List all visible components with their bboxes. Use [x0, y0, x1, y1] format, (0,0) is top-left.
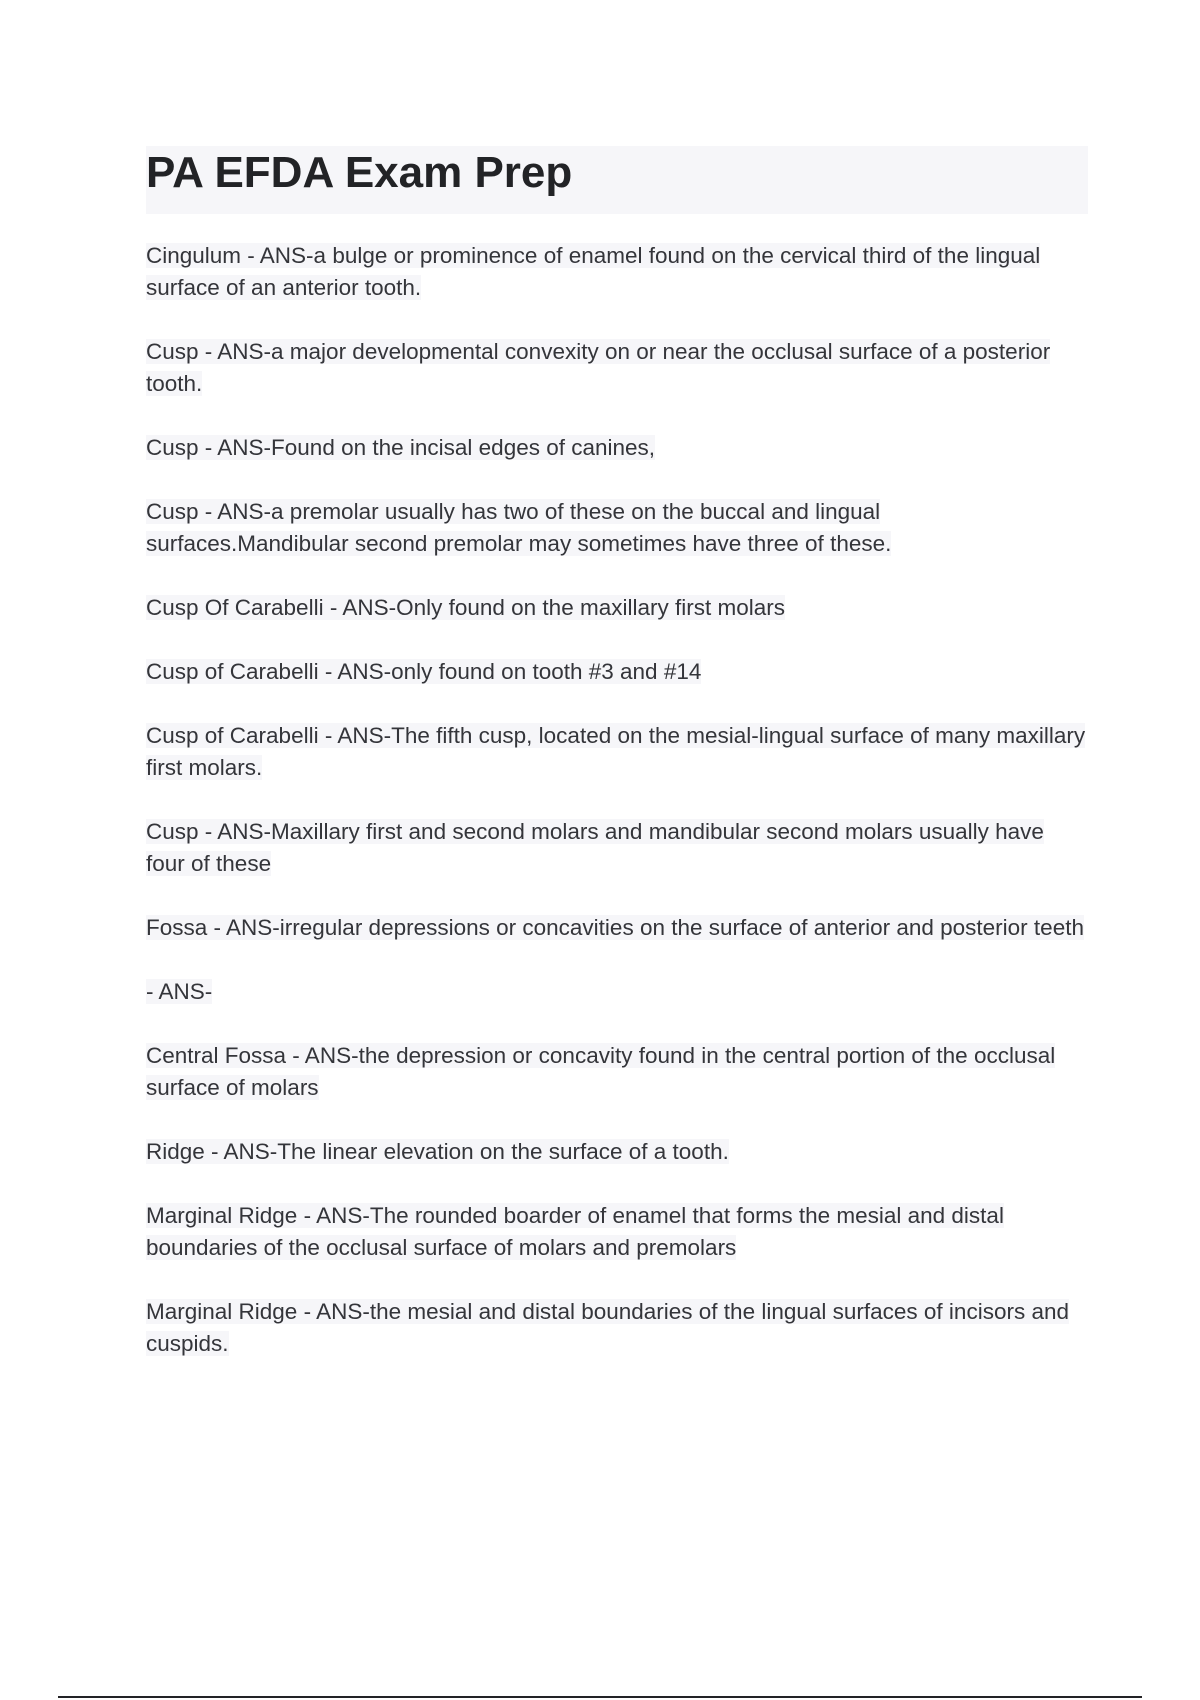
flashcard-entry: [146, 656, 1086, 688]
flashcard-text: Cusp - ANS-a premolar usually has two of these on the buccal and lingual surfaces.Mandibular second premolar may sometimes have three of these.: [146, 499, 892, 556]
page-title: PA EFDA Exam Prep: [146, 148, 573, 197]
flashcard-entry: [146, 912, 1086, 944]
flashcard-text: Cusp - ANS-Found on the incisal edges of canines,: [146, 435, 656, 460]
flashcard-entry: [146, 976, 1086, 1008]
flashcard-entry: [146, 592, 1086, 624]
flashcard-text: Marginal Ridge - ANS-the mesial and distal boundaries of the lingual surfaces of incisors and cuspids.: [146, 1299, 1069, 1356]
flashcard-text: Fossa - ANS-irregular depressions or concavities on the surface of anterior and posterior teeth: [146, 915, 1084, 940]
flashcard-entry: [146, 1136, 1086, 1168]
flashcard-text: Cusp of Carabelli - ANS-only found on tooth #3 and #14: [146, 659, 702, 684]
flashcard-entry: [146, 1200, 1086, 1264]
flashcard-entry: [146, 496, 1086, 560]
flashcard-entry: [146, 816, 1086, 880]
flashcard-text: Marginal Ridge - ANS-The rounded boarder of enamel that forms the mesial and distal boundaries of the occlusal surface of molars and premolars: [146, 1203, 1004, 1260]
flashcard-entry: [146, 1040, 1086, 1104]
flashcard-text: Cusp of Carabelli - ANS-The fifth cusp, located on the mesial-lingual surface of many maxillary first molars.: [146, 723, 1086, 780]
flashcard-text: Central Fossa - ANS-the depression or concavity found in the central portion of the occlusal surface of molars: [146, 1043, 1056, 1100]
flashcard-list: [146, 240, 1086, 1392]
flashcard-entry: [146, 432, 1086, 464]
flashcard-text: Cusp - ANS-a major developmental convexity on or near the occlusal surface of a posterior tooth.: [146, 339, 1051, 396]
flashcard-entry: [146, 336, 1086, 400]
flashcard-entry: [146, 1296, 1086, 1360]
flashcard-text: Ridge - ANS-The linear elevation on the surface of a tooth.: [146, 1139, 729, 1164]
footer-divider: [58, 1696, 1142, 1698]
flashcard-entry: [146, 720, 1086, 784]
flashcard-entry: [146, 240, 1086, 304]
flashcard-text: Cusp - ANS-Maxillary first and second molars and mandibular second molars usually have four of these: [146, 819, 1044, 876]
flashcard-text: Cusp Of Carabelli - ANS-Only found on the maxillary first molars: [146, 595, 785, 620]
flashcard-text: Cingulum - ANS-a bulge or prominence of enamel found on the cervical third of the lingual surface of an anterior tooth.: [146, 243, 1041, 300]
flashcard-text: - ANS-: [146, 979, 213, 1004]
